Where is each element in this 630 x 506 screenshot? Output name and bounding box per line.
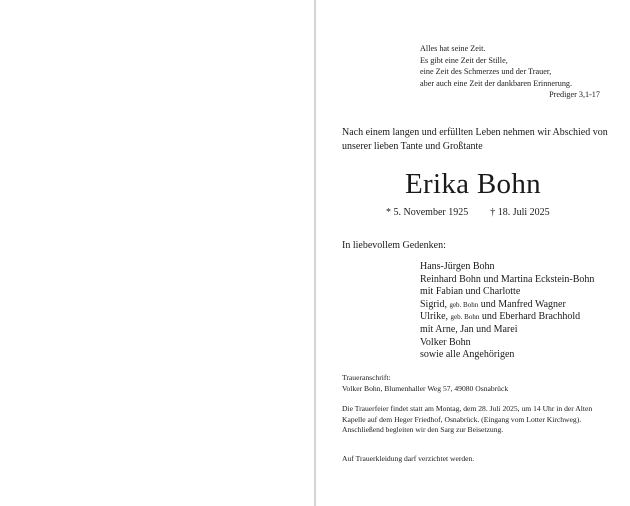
mourner-partner: und Eberhard Brachhold — [481, 311, 581, 323]
mourner-line: Volker Bohn — [420, 336, 471, 348]
mourner-partner: und Manfred Wagner — [480, 298, 566, 310]
left-page — [0, 0, 314, 506]
maiden-name: geb. Bohn — [450, 313, 480, 322]
verse-line: aber auch eine Zeit der dankbaren Erinnerung. — [420, 78, 573, 88]
memory-heading: In liebevollem Gedenken: — [342, 240, 446, 251]
right-page — [316, 0, 630, 506]
deceased-name: Erika Bohn — [405, 168, 541, 200]
verse-line: Es gibt eine Zeit der Stille, — [420, 55, 508, 65]
funeral-service-info: Die Trauerfeier findet statt am Montag, dem 28. Juli 2025, um 14 Uhr in der Alten Kapelle auf dem Heger Friedhof, Osnabrück. (Eingang vom Lotter Kirchweg). Anschließend begleiten wir den Sarg zur Beisetzung. — [342, 404, 593, 434]
birth-date: * 5. November 1925 — [386, 207, 469, 218]
death-date: † 18. Juli 2025 — [490, 207, 550, 218]
mourner-line: sowie alle Angehörigen — [420, 349, 515, 361]
mourning-address: Volker Bohn, Blumenhaller Weg 57, 49080 Osnabrück — [342, 384, 509, 393]
intro-text: Nach einem langen und erfüllten Leben nehmen wir Abschied von unserer lieben Tante und Großtante — [342, 127, 608, 152]
dress-code-note: Auf Trauerkleidung darf verzichtet werden. — [342, 454, 475, 463]
verse-line: Alles hat seine Zeit. — [420, 44, 486, 53]
verse-line: eine Zeit des Schmerzes und der Trauer, — [420, 67, 552, 76]
mourner-line — [420, 311, 594, 324]
mourner-line: mit Arne, Jan und Marei — [420, 323, 518, 335]
mourner-line: mit Fabian und Charlotte — [420, 286, 521, 298]
life-dates — [386, 207, 550, 218]
mourner-name: Sigrid, — [420, 298, 447, 310]
mourner-name: Ulrike, — [420, 311, 449, 323]
address-label: Traueranschrift: — [342, 373, 391, 382]
mourner-line: Hans-Jürgen Bohn — [420, 261, 495, 272]
mourners-list — [420, 261, 594, 362]
maiden-name: geb. Bohn — [449, 300, 479, 309]
verse-reference: Prediger 3,1-17 — [549, 90, 600, 99]
mourner-line: Reinhard Bohn und Martina Eckstein-Bohn — [420, 273, 595, 285]
bible-verse — [420, 43, 600, 101]
mourner-line — [420, 299, 594, 312]
